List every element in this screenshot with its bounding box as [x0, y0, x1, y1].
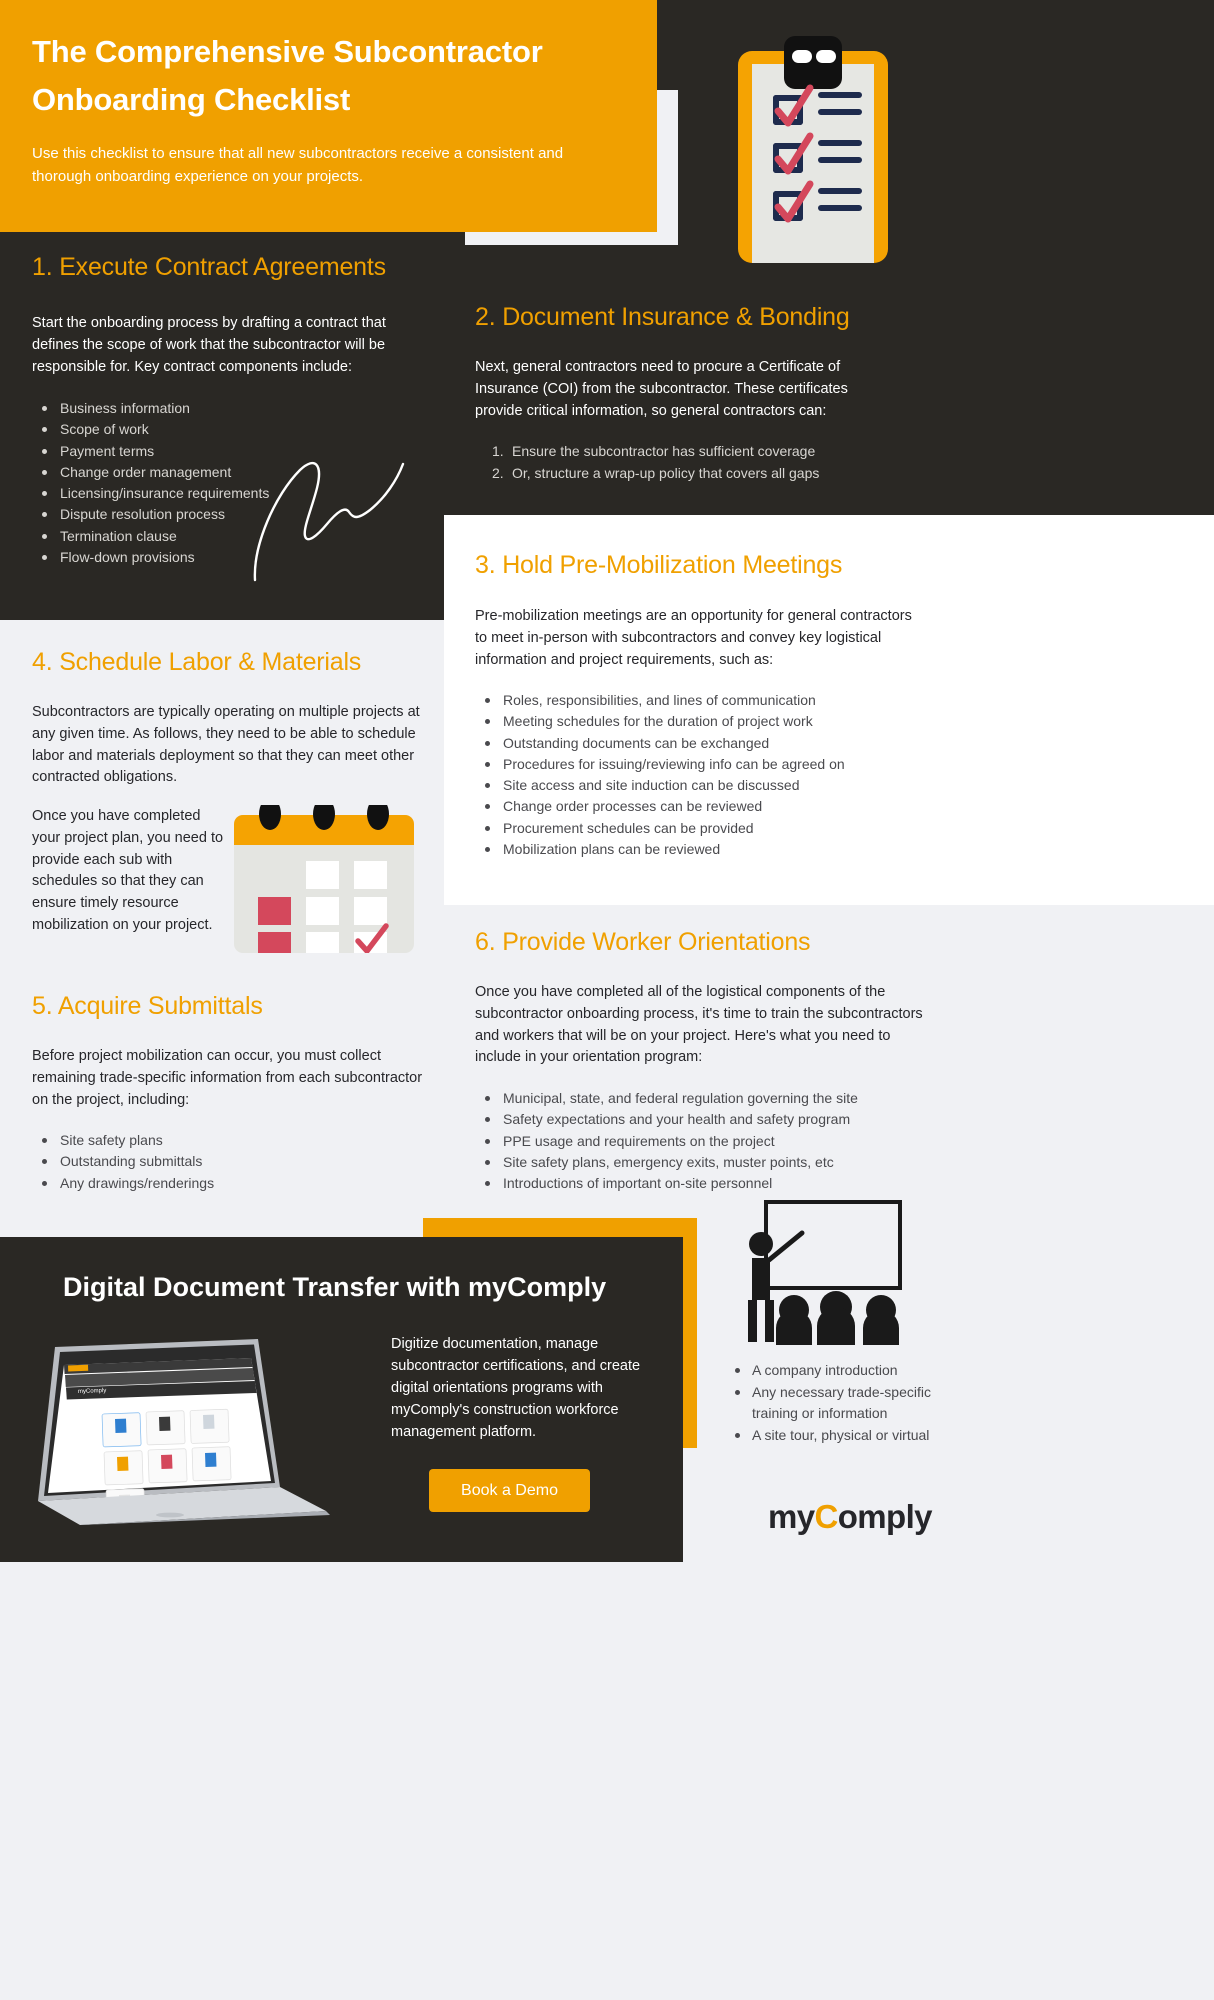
list-item: Business information — [32, 398, 432, 419]
svg-text:myComply: myComply — [77, 1388, 107, 1395]
list-item: Outstanding submittals — [32, 1151, 412, 1172]
section-2-body: Next, general contractors need to procure a Certificate of Insurance (COI) from the subcontractor. These certificates provide critical information, so general contractors can: — [475, 359, 848, 419]
list-item: Payment terms — [32, 441, 432, 462]
cta-title: Digital Document Transfer with myComply — [63, 1272, 607, 1302]
list-item: Site safety plans — [32, 1130, 412, 1151]
cta-copy: Digitize documentation, manage subcontractor certifications, and create digital orientations programs with myComply's construction workforce management platform. — [391, 1336, 641, 1441]
list-item: Scope of work — [32, 419, 432, 440]
signature-icon — [245, 450, 425, 590]
list-item: Dispute resolution process — [32, 504, 432, 525]
section-1-body: Start the onboarding process by drafting a contract that defines the scope of work that the subcontractor will be responsible for. Key contract components include: — [32, 315, 386, 375]
logo-accent-letter: C — [814, 1498, 838, 1535]
logo-suffix: omply — [837, 1498, 932, 1535]
section-3-heading: 3. Hold Pre-Mobilization Meetings — [475, 551, 843, 579]
cta-list — [726, 1360, 956, 1447]
page-subtitle: Use this checklist to ensure that all new subcontractors receive a consistent and thorough onboarding experience on your projects. — [32, 145, 564, 186]
list-item: A company introduction — [726, 1360, 956, 1381]
list-item: Municipal, state, and federal regulation governing the site — [475, 1088, 935, 1109]
list-item: Termination clause — [32, 526, 432, 547]
list-item: Mobilization plans can be reviewed — [475, 839, 935, 860]
section-5-body: Before project mobilization can occur, you must collect remaining trade-specific information from each subcontractor on the project, including: — [32, 1048, 423, 1108]
list-item: Outstanding documents can be exchanged — [475, 733, 935, 754]
mycomply-logo — [768, 1498, 932, 1536]
section-3-body: Pre-mobilization meetings are an opportunity for general contractors to meet in-person with subcontractors and convey key logistical information and project requirements, such as: — [475, 608, 912, 668]
section-4-heading: 4. Schedule Labor & Materials — [32, 648, 362, 676]
list-item: Roles, responsibilities, and lines of communication — [475, 690, 935, 711]
list-item: Procurement schedules can be provided — [475, 818, 935, 839]
list-item: Change order processes can be reviewed — [475, 796, 935, 817]
section-1-heading: 1. Execute Contract Agreements — [32, 253, 386, 281]
list-item: Site access and site induction can be discussed — [475, 775, 935, 796]
section-6-list — [475, 1088, 935, 1194]
section-6-heading: 6. Provide Worker Orientations — [475, 928, 811, 956]
book-a-demo-button[interactable]: Book a Demo — [429, 1469, 590, 1512]
calendar-icon — [234, 805, 414, 953]
section-6-body: Once you have completed all of the logistical components of the subcontractor onboarding process, it's time to train the subcontractors and workers that will be on your project. Here's what you need to include in your orientation program: — [475, 984, 923, 1066]
section-2-numbered-list — [492, 441, 922, 484]
list-item: Ensure the subcontractor has sufficient coverage — [512, 443, 816, 459]
list-item: PPE usage and requirements on the project — [475, 1131, 935, 1152]
list-item: Change order management — [32, 462, 432, 483]
section-5-list — [32, 1130, 412, 1194]
logo-prefix: my — [768, 1498, 815, 1535]
list-item: Introductions of important on-site personnel — [475, 1173, 935, 1194]
section-4-body: Subcontractors are typically operating on multiple projects at any given time. As follows, they need to be able to schedule labor and materials deployment so that they can meet other contracted obligations. — [32, 704, 420, 786]
section-2-heading: 2. Document Insurance & Bonding — [475, 303, 850, 331]
list-item: Flow-down provisions — [32, 547, 432, 568]
section-5-heading: 5. Acquire Submittals — [32, 992, 263, 1020]
list-item: Or, structure a wrap-up policy that covers all gaps — [512, 464, 820, 481]
list-item: Licensing/insurance requirements — [32, 483, 432, 504]
list-item: Meeting schedules for the duration of project work — [475, 711, 935, 732]
list-item: A site tour, physical or virtual — [726, 1425, 956, 1446]
page-title: The Comprehensive Subcontractor Onboarding Checklist — [32, 34, 543, 118]
section-4-body-2: Once you have completed your project plan, you need to provide each sub with schedules so that they can ensure timely resource mobilization on your project. — [32, 808, 224, 933]
laptop-screenshot — [30, 1335, 375, 1525]
presenter-whiteboard-icon — [740, 1200, 920, 1345]
clipboard-checklist-icon — [728, 33, 898, 278]
list-item: Site safety plans, emergency exits, muster points, etc — [475, 1152, 935, 1173]
section-3-list — [475, 690, 935, 860]
list-item: Any necessary trade-specific training or information — [726, 1382, 956, 1424]
list-item: Any drawings/renderings — [32, 1173, 412, 1194]
list-item: Procedures for issuing/reviewing info can be agreed on — [475, 754, 935, 775]
list-item: Safety expectations and your health and safety program — [475, 1109, 935, 1130]
